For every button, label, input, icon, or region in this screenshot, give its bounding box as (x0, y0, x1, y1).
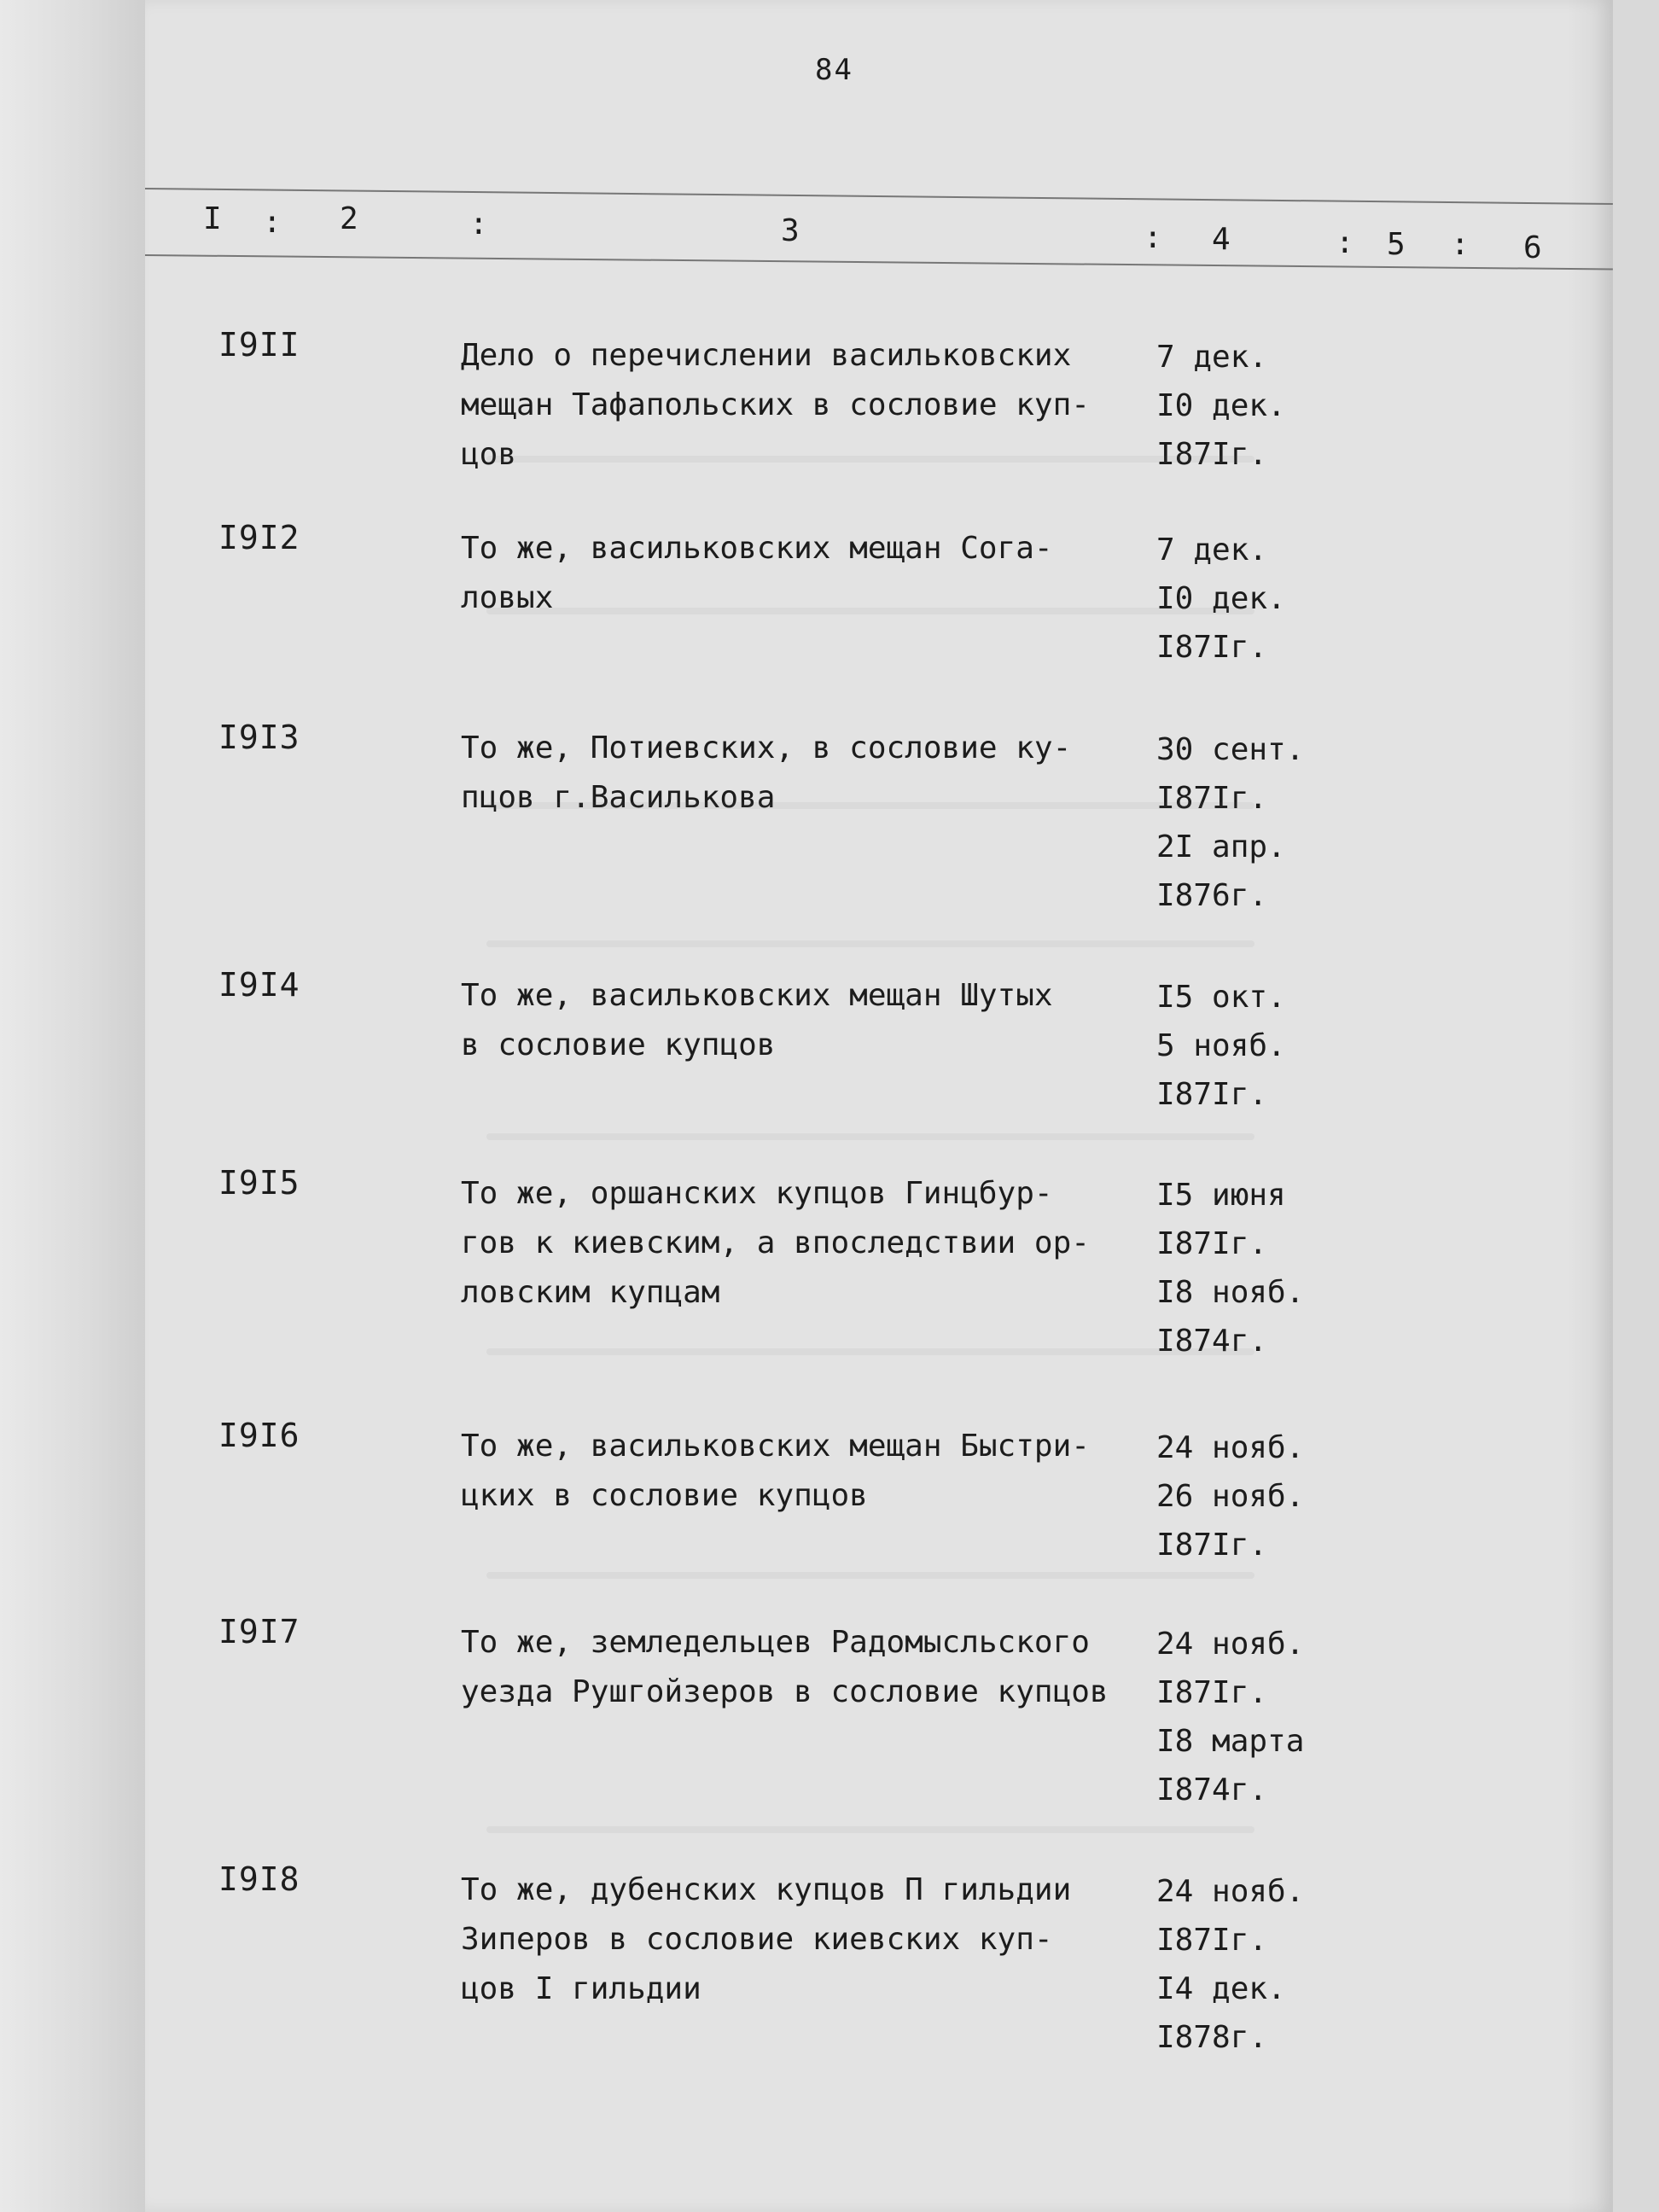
bleed-through-mark (486, 456, 1254, 463)
page-number: 84 (815, 53, 853, 87)
entry-number: I9I3 (218, 719, 300, 756)
entry-dates: 7 дек. I0 дек. I87Iг. (1156, 533, 1286, 665)
column-separator: : (1144, 220, 1162, 255)
entry-dates: I5 окт. 5 нояб. I87Iг. (1156, 980, 1286, 1112)
entry-number: I9I7 (218, 1613, 300, 1650)
bleed-through-mark (486, 802, 1254, 809)
entry-dates: I5 июня I87Iг. I8 нояб. I874г. (1156, 1178, 1305, 1359)
entry-number: I9I2 (218, 519, 300, 556)
column-header-5: 5 (1387, 227, 1406, 262)
column-separator: : (1451, 227, 1470, 262)
entry-number: I9I5 (218, 1164, 300, 1202)
column-header-4: 4 (1212, 222, 1231, 257)
entry-dates: 24 нояб. I87Iг. I4 дек. I878г. (1156, 1874, 1305, 2055)
bleed-through-mark (486, 1348, 1254, 1355)
entry-description: То же, земледельцев Радомысльского уезда Рушгойзеров в сословие купцов (461, 1625, 1109, 1709)
entry-description: Дело о перечислении васильковских мещан Тафапольских в сословие куп- цов (461, 338, 1090, 472)
entry-description: То же, дубенских купцов П гильдии Зиперов в сословие киевских куп- цов I гильдии (461, 1872, 1072, 2006)
entry-dates: 7 дек. I0 дек. I87Iг. (1156, 340, 1286, 472)
column-separator: : (469, 207, 488, 242)
bleed-through-mark (486, 940, 1254, 947)
bleed-through-mark (486, 1133, 1254, 1140)
entry-description: То же, васильковских мещан Быстри- цких в сословие купцов (461, 1429, 1090, 1513)
entry-number: I9II (218, 326, 300, 364)
column-header-1: I (203, 201, 222, 236)
entry-number: I9I6 (218, 1417, 300, 1454)
column-header-3: 3 (781, 213, 800, 248)
bleed-through-mark (486, 1572, 1254, 1579)
bleed-through-mark (486, 1826, 1254, 1833)
entry-dates: 30 сент. I87Iг. 2I апр. I876г. (1156, 732, 1305, 913)
column-header-6: 6 (1523, 230, 1542, 265)
entry-description: То же, васильковских мещан Шутых в сословие купцов (461, 978, 1053, 1062)
bleed-through-mark (486, 608, 1254, 614)
entry-number: I9I8 (218, 1860, 300, 1898)
entry-description: То же, васильковских мещан Сога- ловых (461, 531, 1053, 615)
entry-description: То же, оршанских купцов Гинцбур- гов к киевским, а впоследствии ор- ловским купцам (461, 1176, 1090, 1310)
column-separator: : (1336, 225, 1354, 260)
column-header-2: 2 (340, 201, 358, 236)
entry-number: I9I4 (218, 966, 300, 1004)
entry-description: То же, Потиевских, в сословие ку- пцов г.Василькова (461, 731, 1072, 815)
entry-dates: 24 нояб. I87Iг. I8 марта I874г. (1156, 1627, 1305, 1807)
column-separator: : (263, 205, 282, 240)
entry-dates: 24 нояб. 26 нояб. I87Iг. (1156, 1430, 1305, 1563)
